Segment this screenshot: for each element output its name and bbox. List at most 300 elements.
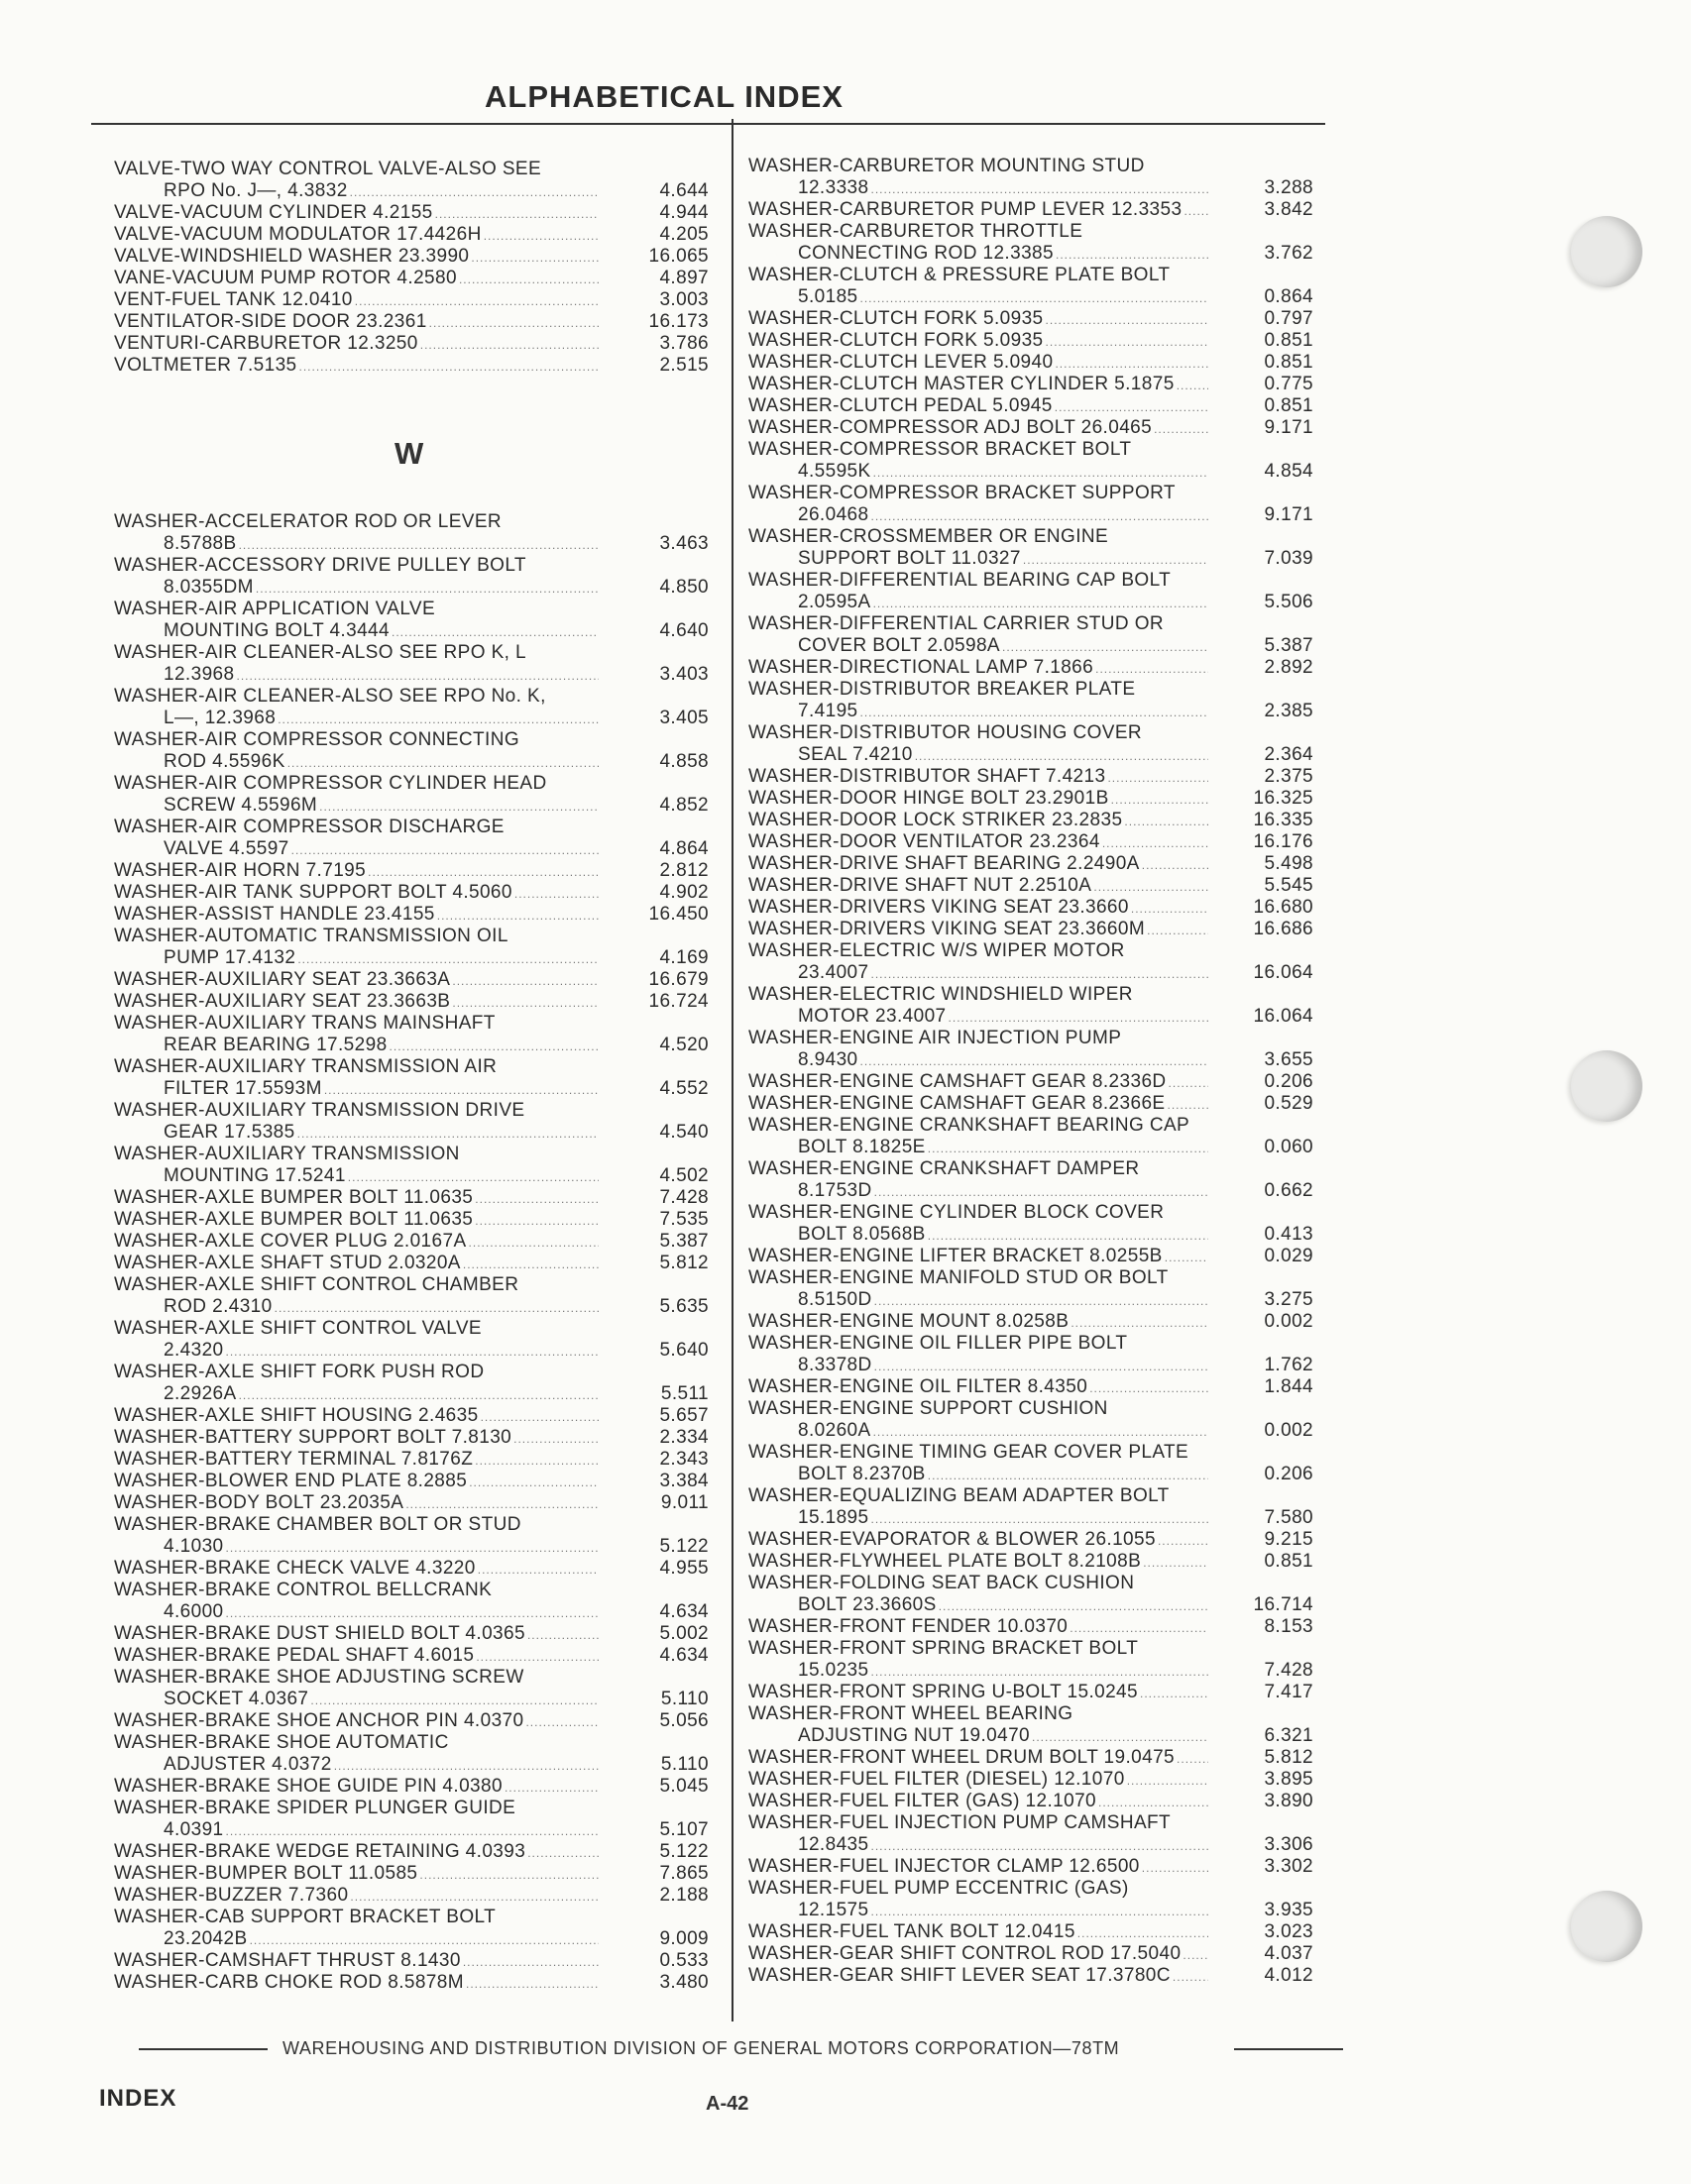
- index-entry: [114, 1100, 709, 1144]
- page-reference: 9.011: [660, 1492, 709, 1513]
- page-reference: 16.064: [1253, 962, 1313, 983]
- page-reference: 16.714: [1253, 1594, 1313, 1615]
- dot-leader: [513, 1427, 599, 1449]
- entry-text: WASHER-BRAKE SHOE ANCHOR PIN 4.0370: [114, 1710, 524, 1731]
- entry-text: 7.4195: [798, 701, 858, 721]
- entry-text: WASHER-DRIVERS VIKING SEAT 23.3660M: [748, 919, 1146, 939]
- page-reference: 3.480: [659, 1972, 709, 1993]
- index-entry: [114, 1623, 709, 1645]
- entry-text: WASHER-AXLE BUMPER BOLT 11.0635: [114, 1209, 474, 1230]
- entry-text: 12.1575: [798, 1900, 869, 1920]
- dot-leader: [278, 708, 599, 729]
- dot-leader: [1002, 635, 1208, 657]
- page-reference: 9.215: [1264, 1529, 1313, 1550]
- entry-text: WASHER-CARBURETOR PUMP LEVER 12.3353: [748, 199, 1183, 220]
- page-reference: 3.895: [1264, 1769, 1313, 1790]
- entry-text: MOUNTING BOLT 4.3444: [164, 620, 390, 641]
- entry-text: WASHER-CAB SUPPORT BRACKET BOLT: [114, 1907, 497, 1927]
- dot-leader: [1023, 548, 1208, 570]
- index-entry: [748, 265, 1313, 308]
- dot-leader: [928, 1137, 1208, 1158]
- entry-text: VANE-VACUUM PUMP ROTOR 4.2580: [114, 268, 457, 288]
- index-entry: [748, 1703, 1313, 1747]
- page-reference: 0.851: [1264, 330, 1313, 351]
- page-reference: 7.428: [1264, 1660, 1313, 1681]
- entry-text: WASHER-FUEL PUMP ECCENTRIC (GAS): [748, 1878, 1129, 1899]
- index-entry: [748, 1071, 1313, 1093]
- entry-text: 23.2042B: [164, 1928, 248, 1949]
- dot-leader: [1183, 1943, 1208, 1965]
- page-title: ALPHABETICAL INDEX: [485, 79, 844, 114]
- entry-text: ADJUSTER 4.0372: [164, 1754, 332, 1775]
- dot-leader: [429, 311, 599, 333]
- index-entry: [114, 904, 709, 926]
- page-reference: 0.206: [1264, 1071, 1313, 1092]
- index-entry: [748, 526, 1313, 570]
- page-reference: 4.944: [659, 202, 709, 223]
- entry-text: WASHER-ENGINE CAMSHAFT GEAR 8.2336D: [748, 1071, 1167, 1092]
- page-reference: 3.935: [1264, 1900, 1313, 1920]
- dot-leader: [405, 1492, 599, 1514]
- index-entry: [748, 1943, 1313, 1965]
- index-entry: [748, 1965, 1313, 1987]
- entry-text: WASHER-CLUTCH PEDAL 5.0945: [748, 395, 1053, 416]
- entry-text: VALVE-VACUUM MODULATOR 17.4426H: [114, 224, 482, 245]
- entry-text: 2.4320: [164, 1340, 224, 1361]
- index-entry: [114, 1907, 709, 1950]
- entry-text: WASHER-FOLDING SEAT BACK CUSHION: [748, 1573, 1135, 1593]
- page-reference: 0.662: [1264, 1180, 1313, 1201]
- index-entry: [114, 642, 709, 686]
- index-entry: [114, 1710, 709, 1732]
- entry-text: VOLTMETER 7.5135: [114, 355, 297, 376]
- dot-leader: [310, 1689, 599, 1710]
- dot-leader: [1142, 853, 1208, 875]
- index-entry: [748, 1769, 1313, 1791]
- dot-leader: [420, 333, 599, 355]
- dot-leader: [949, 1006, 1208, 1028]
- page-reference: 4.850: [659, 577, 709, 598]
- dot-leader: [299, 355, 599, 377]
- entry-text: BOLT 8.1825E: [798, 1137, 926, 1157]
- entry-text: MOUNTING 17.5241: [164, 1165, 346, 1186]
- dot-leader: [928, 1224, 1208, 1246]
- index-entry: [114, 202, 709, 224]
- entry-text: 15.1895: [798, 1507, 869, 1528]
- dot-leader: [319, 795, 599, 817]
- index-entry: [114, 1013, 709, 1056]
- index-entry: [748, 1573, 1313, 1616]
- index-entry: [748, 897, 1313, 919]
- index-entry: [114, 1056, 709, 1100]
- dot-leader: [476, 1645, 599, 1667]
- index-entry: [114, 355, 709, 377]
- entry-text: WASHER-EVAPORATOR & BLOWER 26.1055: [748, 1529, 1156, 1550]
- entry-text: WASHER-DIFFERENTIAL BEARING CAP BOLT: [748, 570, 1172, 591]
- binder-hole: [1571, 216, 1642, 287]
- dot-leader: [481, 1405, 599, 1427]
- entry-text: WASHER-BRAKE SPIDER PLUNGER GUIDE: [114, 1798, 516, 1818]
- index-entry: [748, 853, 1313, 875]
- entry-text: WASHER-BRAKE CHAMBER BOLT OR STUD: [114, 1514, 521, 1535]
- index-entry: [114, 882, 709, 904]
- entry-text: WASHER-BRAKE SHOE ADJUSTING SCREW: [114, 1667, 524, 1688]
- page-reference: 5.045: [659, 1776, 709, 1797]
- page-reference: 3.384: [659, 1471, 709, 1491]
- index-entry: [114, 817, 709, 860]
- page-reference: 9.171: [1264, 504, 1313, 525]
- dot-leader: [928, 1464, 1208, 1485]
- dot-leader: [478, 1558, 599, 1580]
- entry-text: WASHER-DIRECTIONAL LAMP 7.1866: [748, 657, 1094, 678]
- dot-leader: [466, 1972, 599, 1994]
- dot-leader: [297, 947, 599, 969]
- entry-text: RPO No. J—, 4.3832: [164, 180, 348, 201]
- page-reference: 4.634: [659, 1601, 709, 1622]
- page-reference: 4.852: [659, 795, 709, 816]
- page-reference: 2.375: [1264, 766, 1313, 787]
- entry-text: 8.0355DM: [164, 577, 254, 598]
- column-divider: [732, 119, 733, 2021]
- entry-text: WASHER-ELECTRIC WINDSHIELD WIPER: [748, 984, 1133, 1005]
- dot-leader: [459, 268, 599, 289]
- dot-leader: [1077, 1921, 1208, 1943]
- dot-leader: [1032, 1725, 1208, 1747]
- entry-text: 15.0235: [798, 1660, 869, 1681]
- dot-leader: [1184, 199, 1208, 221]
- entry-text: WASHER-FUEL FILTER (DIESEL) 12.1070: [748, 1769, 1125, 1790]
- dot-leader: [870, 1507, 1208, 1529]
- index-entry: [748, 1028, 1313, 1071]
- page-reference: 9.009: [659, 1928, 709, 1949]
- page-reference: 5.635: [659, 1296, 709, 1317]
- index-entry: [748, 1747, 1313, 1769]
- entry-text: VENTILATOR-SIDE DOOR 23.2361: [114, 311, 427, 332]
- page-reference: 16.065: [648, 246, 709, 267]
- index-entry: [748, 395, 1313, 417]
- page-reference: 5.511: [660, 1383, 709, 1404]
- entry-text: WASHER-ENGINE CYLINDER BLOCK COVER: [748, 1202, 1165, 1223]
- index-entry: [114, 926, 709, 969]
- index-entry: [748, 722, 1313, 766]
- dot-leader: [1168, 1093, 1209, 1115]
- footer-rule-left: [139, 2048, 268, 2050]
- entry-text: 8.5150D: [798, 1289, 872, 1310]
- dot-leader: [1158, 1529, 1208, 1551]
- index-entry: [748, 1529, 1313, 1551]
- entry-text: VALVE-VACUUM CYLINDER 4.2155: [114, 202, 433, 223]
- dot-leader: [291, 838, 599, 860]
- entry-text: WASHER-BODY BOLT 23.2035A: [114, 1492, 404, 1513]
- page-reference: 5.812: [1264, 1747, 1313, 1768]
- entry-text: WASHER-DISTRIBUTOR SHAFT 7.4213: [748, 766, 1106, 787]
- dot-leader: [874, 1180, 1208, 1202]
- page-reference: 4.012: [1264, 1965, 1313, 1986]
- entry-text: WASHER-ENGINE LIFTER BRACKET 8.0255B: [748, 1246, 1163, 1266]
- dot-leader: [1102, 831, 1208, 853]
- entry-text: WASHER-COMPRESSOR ADJ BOLT 26.0465: [748, 417, 1153, 438]
- entry-text: WASHER-BRAKE WEDGE RETAINING 4.0393: [114, 1841, 526, 1862]
- index-entry: [114, 224, 709, 246]
- page-reference: 7.428: [659, 1187, 709, 1208]
- index-entry: [114, 1427, 709, 1449]
- page-reference: 7.039: [1264, 548, 1313, 569]
- index-entry: [748, 308, 1313, 330]
- page-reference: 0.529: [1264, 1093, 1313, 1114]
- entry-text: WASHER-CARBURETOR THROTTLE: [748, 221, 1083, 242]
- entry-text: WASHER-CLUTCH FORK 5.0935: [748, 308, 1044, 329]
- entry-text: WASHER-ENGINE OIL FILLER PIPE BOLT: [748, 1333, 1128, 1354]
- entry-text: WASHER-ACCELERATOR ROD OR LEVER: [114, 511, 503, 532]
- index-entry: [114, 1274, 709, 1318]
- entry-text: WASHER-CAMSHAFT THRUST 8.1430: [114, 1950, 461, 1971]
- entry-text: WASHER-AUXILIARY TRANSMISSION AIR: [114, 1056, 498, 1077]
- index-entry: [748, 330, 1313, 352]
- page-reference: 4.640: [659, 620, 709, 641]
- dot-leader: [334, 1754, 599, 1776]
- entry-text: WASHER-FRONT WHEEL BEARING: [748, 1703, 1073, 1724]
- index-entry: [748, 1202, 1313, 1246]
- index-entry: [114, 1776, 709, 1798]
- binder-hole: [1571, 1891, 1642, 1962]
- dot-leader: [239, 1383, 599, 1405]
- entry-text: WASHER-CARBURETOR MOUNTING STUD: [748, 156, 1145, 176]
- index-entry: [748, 1093, 1313, 1115]
- page-reference: 4.540: [659, 1122, 709, 1143]
- dot-leader: [527, 1841, 599, 1863]
- dot-leader: [1107, 766, 1208, 788]
- dot-leader: [297, 1122, 599, 1144]
- page-reference: 5.657: [659, 1405, 709, 1426]
- dot-leader: [348, 1165, 599, 1187]
- index-entry: [748, 1551, 1313, 1573]
- index-entry: [748, 483, 1313, 526]
- dot-leader: [437, 904, 599, 926]
- entry-text: 26.0468: [798, 504, 869, 525]
- page-reference: 0.002: [1264, 1311, 1313, 1332]
- dot-leader: [469, 1471, 599, 1492]
- dot-leader: [475, 1187, 599, 1209]
- dot-leader: [873, 592, 1208, 613]
- index-entry: [114, 159, 709, 202]
- index-entry: [114, 1209, 709, 1231]
- dot-leader: [1177, 1747, 1208, 1769]
- page-reference: 8.153: [1264, 1616, 1313, 1637]
- page-reference: 5.122: [659, 1536, 709, 1557]
- index-entry: [748, 766, 1313, 788]
- index-entry: [748, 374, 1313, 395]
- page-reference: 1.844: [1264, 1376, 1313, 1397]
- index-entry: [114, 1231, 709, 1253]
- page-reference: 4.897: [659, 268, 709, 288]
- page-reference: 2.892: [1264, 657, 1313, 678]
- dot-leader: [870, 504, 1208, 526]
- index-entry: [114, 969, 709, 991]
- page-reference: 2.188: [659, 1885, 709, 1906]
- dot-leader: [1143, 1551, 1208, 1573]
- page-reference: 3.288: [1264, 177, 1313, 198]
- index-entry: [748, 417, 1313, 439]
- dot-leader: [873, 461, 1208, 483]
- entry-text: PUMP 17.4132: [164, 947, 296, 968]
- dot-leader: [860, 286, 1208, 308]
- dot-leader: [1111, 788, 1208, 810]
- page-reference: 0.413: [1264, 1224, 1313, 1245]
- entry-text: WASHER-COMPRESSOR BRACKET SUPPORT: [748, 483, 1176, 503]
- index-entry: [114, 1362, 709, 1405]
- page-reference: 5.506: [1264, 592, 1313, 612]
- entry-text: WASHER-CLUTCH & PRESSURE PLATE BOLT: [748, 265, 1171, 285]
- entry-text: WASHER-ASSIST HANDLE 23.4155: [114, 904, 435, 925]
- dot-leader: [505, 1776, 599, 1798]
- index-entry: [114, 860, 709, 882]
- dot-leader: [275, 1296, 599, 1318]
- entry-text: WASHER-FRONT FENDER 10.0370: [748, 1616, 1069, 1637]
- index-entry: [748, 1376, 1313, 1398]
- page-reference: 7.535: [659, 1209, 709, 1230]
- dot-leader: [1056, 243, 1208, 265]
- dot-leader: [1147, 919, 1208, 940]
- entry-text: WASHER-COMPRESSOR BRACKET BOLT: [748, 439, 1132, 460]
- entry-text: WASHER-BATTERY TERMINAL 7.8176Z: [114, 1449, 474, 1470]
- page-reference: 16.173: [648, 311, 709, 332]
- index-entry: [114, 1841, 709, 1863]
- dot-leader: [256, 577, 599, 599]
- entry-text: WASHER-AUTOMATIC TRANSMISSION OIL: [114, 926, 508, 946]
- index-entry: [114, 1863, 709, 1885]
- entry-text: 5.0185: [798, 286, 858, 307]
- dot-leader: [350, 180, 599, 202]
- index-entry: [114, 773, 709, 817]
- page-reference: 0.533: [659, 1950, 709, 1971]
- page-reference: 5.110: [660, 1689, 709, 1709]
- dot-leader: [1127, 1769, 1208, 1791]
- binder-hole: [1571, 1050, 1642, 1122]
- entry-text: WASHER-FRONT SPRING U-BOLT 15.0245: [748, 1682, 1138, 1702]
- entry-text: WASHER-BRAKE PEDAL SHAFT 4.6015: [114, 1645, 475, 1666]
- page-reference: 2.515: [659, 355, 709, 376]
- entry-text: WASHER-BRAKE SHOE AUTOMATIC: [114, 1732, 449, 1753]
- page-reference: 5.056: [659, 1710, 709, 1731]
- page-reference: 4.552: [659, 1078, 709, 1099]
- dot-leader: [475, 1209, 599, 1231]
- page-reference: 5.002: [659, 1623, 709, 1644]
- page-reference: 5.498: [1264, 853, 1313, 874]
- section-heading-w: W: [395, 436, 424, 471]
- dot-leader: [236, 664, 599, 686]
- index-entry: [114, 268, 709, 289]
- dot-leader: [226, 1340, 599, 1362]
- dot-leader: [1140, 1682, 1208, 1703]
- index-entry: [114, 1471, 709, 1492]
- index-entry: [748, 1856, 1313, 1878]
- entry-text: WASHER-AXLE SHAFT STUD 2.0320A: [114, 1253, 461, 1273]
- page-reference: 16.064: [1253, 1006, 1313, 1027]
- dot-leader: [355, 289, 599, 311]
- index-entry: [748, 221, 1313, 265]
- entry-text: WASHER-AXLE SHIFT CONTROL VALVE: [114, 1318, 483, 1339]
- index-entry: [748, 1878, 1313, 1921]
- page-reference: 7.580: [1264, 1507, 1313, 1528]
- dot-leader: [874, 1355, 1208, 1376]
- index-entry: [114, 1950, 709, 1972]
- entry-text: BOLT 23.3660S: [798, 1594, 937, 1615]
- page-reference: 5.640: [659, 1340, 709, 1361]
- page-reference: 3.786: [659, 333, 709, 354]
- index-entry: [748, 679, 1313, 722]
- page-reference: 9.171: [1264, 417, 1313, 438]
- index-entry: [748, 919, 1313, 940]
- dot-leader: [860, 701, 1208, 722]
- dot-leader: [1173, 1965, 1208, 1987]
- index-entry: [748, 1616, 1313, 1638]
- entry-text: BOLT 8.2370B: [798, 1464, 926, 1484]
- page-reference: 0.851: [1264, 1551, 1313, 1572]
- dot-leader: [1098, 1791, 1208, 1812]
- page-reference: 16.686: [1253, 919, 1313, 939]
- page-reference: 1.762: [1264, 1355, 1313, 1375]
- entry-text: WASHER-AXLE SHIFT FORK PUSH ROD: [114, 1362, 485, 1382]
- entry-text: WASHER-CLUTCH FORK 5.0935: [748, 330, 1044, 351]
- page-reference: 0.851: [1264, 352, 1313, 373]
- index-entry: [748, 1115, 1313, 1158]
- entry-text: SCREW 4.5596M: [164, 795, 318, 816]
- footer-division: WAREHOUSING AND DISTRIBUTION DIVISION OF GENERAL MOTORS CORPORATION—78TM: [282, 2038, 1120, 2058]
- entry-text: BOLT 8.0568B: [798, 1224, 926, 1245]
- dot-leader: [1142, 1856, 1208, 1878]
- entry-text: WASHER-AIR COMPRESSOR DISCHARGE: [114, 817, 505, 837]
- index-entry: [114, 311, 709, 333]
- dot-leader: [471, 246, 599, 268]
- entry-text: 2.2926A: [164, 1383, 237, 1404]
- index-entry: [114, 1645, 709, 1667]
- dot-leader: [463, 1253, 599, 1274]
- dot-leader: [1154, 417, 1208, 439]
- entry-text: WASHER-BUZZER 7.7360: [114, 1885, 349, 1906]
- entry-text: WASHER-DISTRIBUTOR HOUSING COVER: [748, 722, 1143, 743]
- page-reference: 0.775: [1264, 374, 1313, 394]
- page-reference: 3.302: [1264, 1856, 1313, 1877]
- page-reference: 0.797: [1264, 308, 1313, 329]
- index-entry: [748, 156, 1313, 199]
- entry-text: WASHER-ACCESSORY DRIVE PULLEY BOLT: [114, 555, 526, 576]
- page-reference: 4.864: [659, 838, 709, 859]
- dot-leader: [226, 1536, 599, 1558]
- entry-text: WASHER-AUXILIARY TRANSMISSION DRIVE: [114, 1100, 525, 1121]
- index-entry: [114, 729, 709, 773]
- entry-text: 4.1030: [164, 1536, 224, 1557]
- index-entry: [114, 246, 709, 268]
- entry-text: WASHER-FUEL TANK BOLT 12.0415: [748, 1921, 1075, 1942]
- entry-text: WASHER-AIR COMPRESSOR CONNECTING: [114, 729, 520, 750]
- page-reference: 6.321: [1264, 1725, 1313, 1746]
- entry-text: WASHER-DOOR VENTILATOR 23.2364: [748, 831, 1100, 852]
- page-reference: 0.029: [1264, 1246, 1313, 1266]
- page-reference: 0.864: [1264, 286, 1313, 307]
- entry-text: WASHER-AIR HORN 7.7195: [114, 860, 367, 881]
- entry-text: WASHER-AIR APPLICATION VALVE: [114, 599, 436, 619]
- dot-leader: [1089, 1376, 1208, 1398]
- entry-text: 4.6000: [164, 1601, 224, 1622]
- index-entry: [748, 1485, 1313, 1529]
- index-entry: [748, 1246, 1313, 1267]
- entry-text: WASHER-DRIVE SHAFT NUT 2.2510A: [748, 875, 1092, 896]
- entry-text: SEAL 7.4210: [798, 744, 913, 765]
- dot-leader: [484, 224, 599, 246]
- index-entry: [114, 599, 709, 642]
- index-entry: [114, 1972, 709, 1994]
- page-reference: 4.169: [659, 947, 709, 968]
